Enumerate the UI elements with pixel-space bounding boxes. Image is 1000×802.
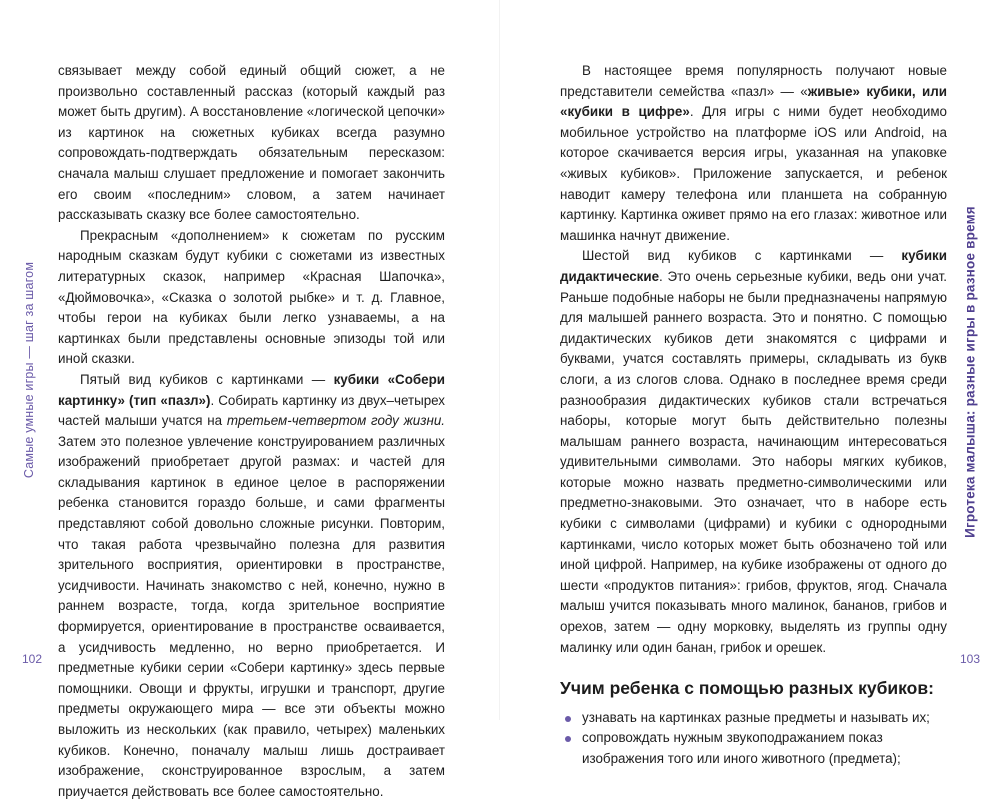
right-p2-text-c: . Это очень серьезные кубики, ведь они учат. Раньше подобные наборы не были предназначены напрямую для малышей раннего возраста. Это и понятно. С помощью дидактических кубиков дети знакомятся с цифрами и буквами, учатся составлять примеры, складывать из букв слоги, а из слогов слова. Однако в последнее время среди разнообразия дидактических кубиков стали встречаться наборы, которые могут быть действительно полезны малышам раннего возраста, начинающим интересоваться удивительными символами. Это наборы мягких кубиков, которые можно назвать предметно-символическими или предметно-знаковыми. Это означает, что в наборе есть кубики с символами (цифрами) и кубики с однородными картинками, число которых может быть обозначено той или иной цифрой. Например, на кубике изображены от одного до шести «продуктов питания»: грибов, фруктов, ягод. Сначала малыш учится показывать много малинок, бананов, грибов и орехов, затем — одну морковку, выделять из группы одну малинку или один банан, грибок и орешек. (560, 268, 947, 655)
bullet-dot-icon (565, 736, 571, 742)
left-paragraph-3 (58, 370, 445, 802)
right-page (500, 0, 1000, 766)
right-page-number: 103 (960, 652, 981, 666)
right-p1-bold-term: живые» кубики, или «кубики в цифре» (560, 83, 947, 120)
right-running-head: Игротека малыша: разные игры в разное время (962, 206, 978, 538)
list-item-text: сопровождать нужным звукоподражанием показ изображения того или иного животного (предмета); (582, 730, 901, 766)
right-p2-bold-term: кубики дидактические (560, 248, 947, 284)
left-p3-italic-age: третьем-четвертом году жизни. (226, 413, 445, 429)
section-heading: Учим ребенка с помощью разных кубиков: (560, 678, 934, 699)
right-p1-text-c: . Для игры с ними будет необходимо мобильное устройство на платформе iOS или Android, на которое скачивается версия игры, указанная на упаковке «живых кубиков». Приложение запускается, и ребенок наводит камеру телефона или планшета на собранную картинку. Картинка оживет прямо на его глазах: животное или машинка начнут движение. (560, 104, 947, 243)
left-p3-bold-term: кубики «Собери картинку» (тип «пазл») (58, 371, 445, 408)
left-page-number: 102 (22, 652, 43, 666)
list-item (560, 728, 947, 769)
right-paragraph-1 (560, 61, 947, 246)
left-running-head: Самые умные игры — шаг за шагом (22, 261, 36, 479)
right-text-column (560, 61, 947, 770)
left-p3-text-c: . Собирать картинку из двух–четырех частей малыши учатся на (58, 392, 445, 429)
left-text-column (58, 61, 445, 802)
bullet-dot-icon (565, 716, 571, 722)
bullet-list (560, 708, 947, 770)
left-paragraph-2: Прекрасным «дополнением» к сюжетам по русским народным сказкам будут кубики с сюжетами из известных литературных сказок, например «Красная Шапочка», «Дюймовочка», «Сказка о золотой рыбке» и т. д. Главное, чтобы герои на кубиках были легко узнаваемы, а на картинках были представлены основные эпизоды той или иной сказки. (58, 227, 445, 367)
right-p1-text-a: В настоящее время популярность получают новые представители семейства «пазл» — « (560, 63, 947, 99)
left-page (0, 0, 500, 799)
left-paragraph-1: связывает между собой единый общий сюжет, а не произвольно составленный рассказ (который каждый раз может быть другим). А восстановление «логической цепочки» из картинок на сюжетных кубиках всегда разумно сопровождать-подтверждать обязательным пересказом: сначала малыш слушает предложение и помогает закончить его своим «последним» словом, а затем начинает рассказывать сказку все более самостоятельно. (58, 63, 445, 223)
right-paragraph-2 (560, 246, 947, 658)
left-p3-text-a: Пятый вид кубиков с картинками — (80, 371, 334, 387)
right-p2-text-a: Шестой вид кубиков с картинками — (582, 248, 902, 264)
left-p3-text-e: Затем это полезное увлечение конструированием различных изображений приобретает другой размах: и частей для складывания картинок в единое целое в распоряжении ребенка становится гораздо больше, и сами фрагменты представляют собой довольно сложные рисунки. Повторим, что такая работа чрезвычайно полезна для развития зрительного восприятия, ориентировки в пространстве, усидчивости. Начинать знакомство с ней, конечно, нужно в раннем возрасте, тогда, когда зрительное восприятие формируется, ориентирование в пространстве осваивается, а усидчивость медленно, но верно приобретается. И предметные кубики серии «Собери картинку» здесь первые помощники. Овощи и фрукты, игрушки и транспорт, другие предметы окружающего мира — все эти объекты можно выложить из нескольких (как правило, четырех) маленьких кубиков. Конечно, поначалу малыш лишь достраивает изображение, сконструированное взрослым, а затем приучается действовать все более самостоятельно. (58, 433, 445, 799)
list-item-text: узнавать на картинках разные предметы и называть их; (582, 709, 930, 725)
list-item (560, 708, 947, 729)
